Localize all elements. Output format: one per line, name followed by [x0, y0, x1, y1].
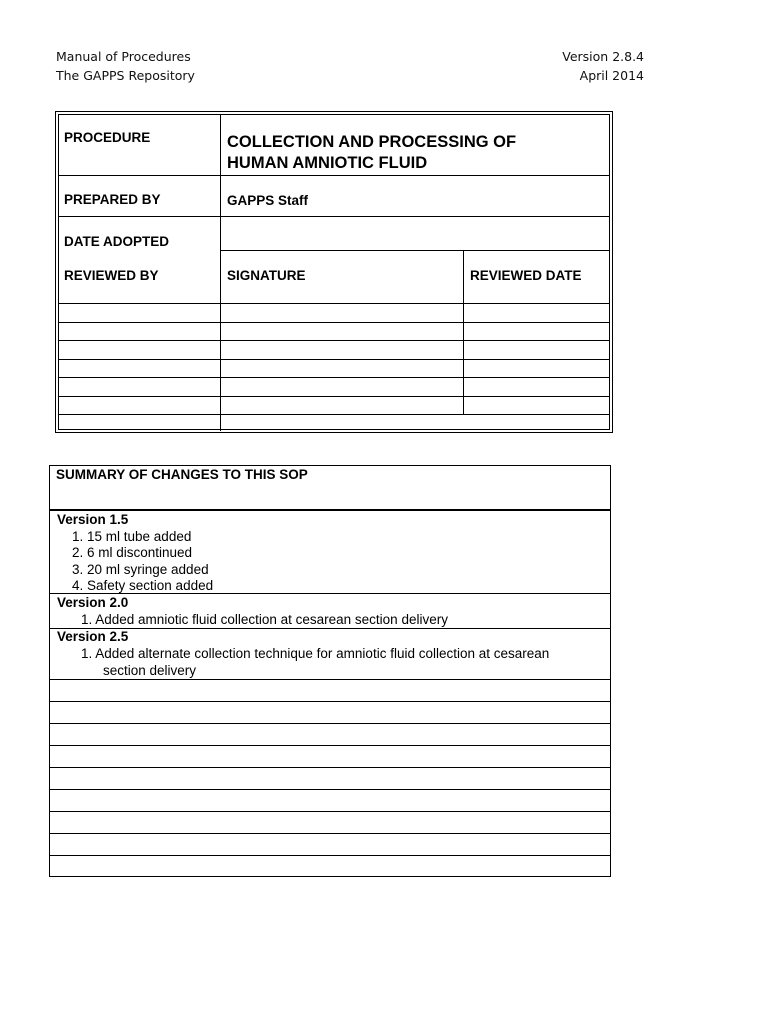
date-adopted-label: DATE ADOPTED — [64, 234, 170, 249]
change-item: 1. Added amniotic fluid collection at cesarean section delivery — [81, 612, 448, 627]
row-divider — [59, 359, 609, 360]
procedure-title-line1: COLLECTION AND PROCESSING OF — [227, 133, 517, 151]
change-item-continuation: section delivery — [103, 663, 197, 678]
signature-label: SIGNATURE — [227, 268, 306, 283]
column-divider — [463, 250, 464, 414]
summary-header-row — [50, 466, 610, 511]
version-date: April 2014 — [579, 68, 644, 83]
document-header-right — [562, 47, 644, 85]
manual-title: Manual of Procedures — [56, 49, 191, 64]
row-divider — [50, 679, 610, 680]
row-divider — [59, 377, 609, 378]
row-divider — [59, 322, 609, 323]
reviewed-by-label: REVIEWED BY — [64, 268, 159, 283]
row-divider — [50, 811, 610, 812]
row-divider — [59, 303, 609, 304]
row-divider — [50, 745, 610, 746]
row-divider — [50, 593, 610, 594]
procedure-title — [227, 132, 516, 174]
row-divider — [59, 340, 609, 341]
version-number: Version 2.8.4 — [562, 49, 644, 64]
column-divider — [220, 115, 221, 431]
row-divider — [59, 396, 609, 397]
row-divider — [59, 175, 609, 176]
procedure-table — [55, 111, 613, 433]
summary-title: SUMMARY OF CHANGES TO THIS SOP — [56, 467, 308, 482]
prepared-by-label: PREPARED BY — [64, 192, 161, 207]
version-label: Version 1.5 — [57, 512, 129, 527]
version-label: Version 2.5 — [57, 629, 129, 644]
row-divider — [50, 833, 610, 834]
row-divider — [50, 789, 610, 790]
change-item: 4. Safety section added — [72, 578, 214, 593]
summary-of-changes-table — [49, 465, 611, 877]
change-item: 1. Added alternate collection technique for amniotic fluid collection at cesarean — [81, 646, 550, 661]
row-divider — [50, 855, 610, 856]
procedure-table-inner — [58, 114, 610, 430]
repository-name: The GAPPS Repository — [56, 68, 195, 83]
procedure-label: PROCEDURE — [64, 130, 151, 145]
row-divider — [59, 216, 609, 217]
procedure-title-line2: HUMAN AMNIOTIC FLUID — [227, 154, 428, 172]
reviewed-date-label: REVIEWED DATE — [470, 268, 582, 283]
change-item: 3. 20 ml syringe added — [72, 562, 209, 577]
row-divider — [50, 723, 610, 724]
row-divider — [50, 767, 610, 768]
row-divider — [50, 628, 610, 629]
row-divider — [50, 701, 610, 702]
row-divider — [220, 250, 609, 251]
prepared-by-value: GAPPS Staff — [227, 193, 309, 208]
row-divider — [59, 414, 609, 415]
change-item: 2. 6 ml discontinued — [72, 545, 193, 560]
change-item: 1. 15 ml tube added — [72, 529, 192, 544]
version-label: Version 2.0 — [57, 595, 129, 610]
document-header-left — [56, 47, 195, 85]
